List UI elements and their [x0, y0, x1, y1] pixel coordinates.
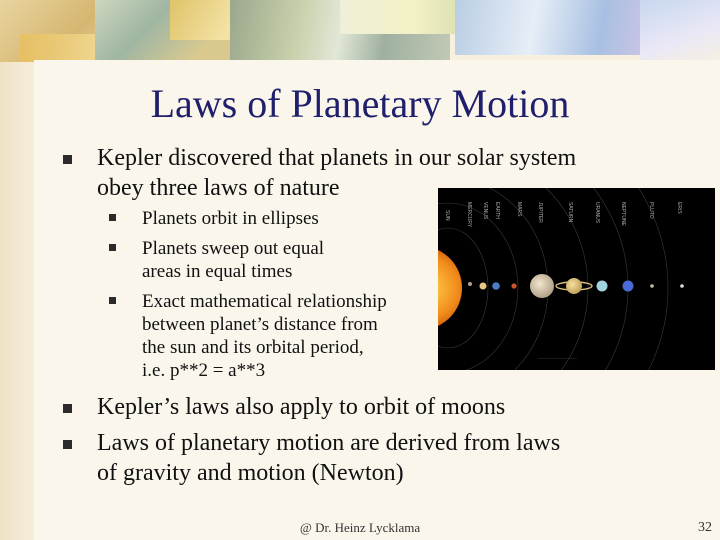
bullet-3: Laws of planetary motion are derived from laws of gravity and motion (Newton): [97, 430, 561, 486]
subbullet-marker: [109, 214, 116, 221]
svg-text:EARTH: EARTH: [494, 202, 500, 219]
decorative-banner: [0, 0, 720, 62]
svg-text:SATURN: SATURN: [567, 202, 573, 223]
footer-author: @ Dr. Heinz Lycklama: [299, 520, 421, 535]
slide-title: Laws of Planetary Motion: [150, 81, 570, 126]
svg-text:PLUTO: PLUTO: [648, 202, 654, 219]
subbullet-marker: [109, 244, 116, 251]
bullet-2: Kepler’s laws also apply to orbit of moons: [97, 394, 506, 420]
bullet-marker: [63, 404, 72, 413]
svg-text:______________: ______________: [538, 354, 577, 360]
svg-text:VENUS: VENUS: [482, 202, 488, 220]
bullet-1: Kepler discovered that planets in our solar system obey three laws of nature: [97, 145, 577, 201]
svg-text:SUN: SUN: [444, 210, 450, 221]
solar-system-image: [438, 188, 715, 370]
bullet-marker: [63, 440, 72, 449]
svg-text:MERCURY: MERCURY: [466, 202, 472, 228]
page-number: 32: [698, 520, 712, 535]
subbullet-3: Exact mathematical relationship between planet’s distance from the sun and its orbital period, i.e. p**2 = a**3: [142, 291, 387, 381]
subbullet-2: Planets sweep out equal areas in equal times: [142, 238, 325, 282]
bullet-marker: [63, 155, 72, 164]
svg-text:JUPITER: JUPITER: [537, 202, 543, 223]
svg-text:NEPTUNE: NEPTUNE: [620, 202, 626, 226]
svg-text:ERIS: ERIS: [676, 202, 682, 214]
svg-text:URANUS: URANUS: [594, 202, 600, 224]
subbullet-1: Planets orbit in ellipses: [142, 208, 319, 229]
subbullet-marker: [109, 297, 116, 304]
svg-text:MARS: MARS: [516, 202, 522, 217]
